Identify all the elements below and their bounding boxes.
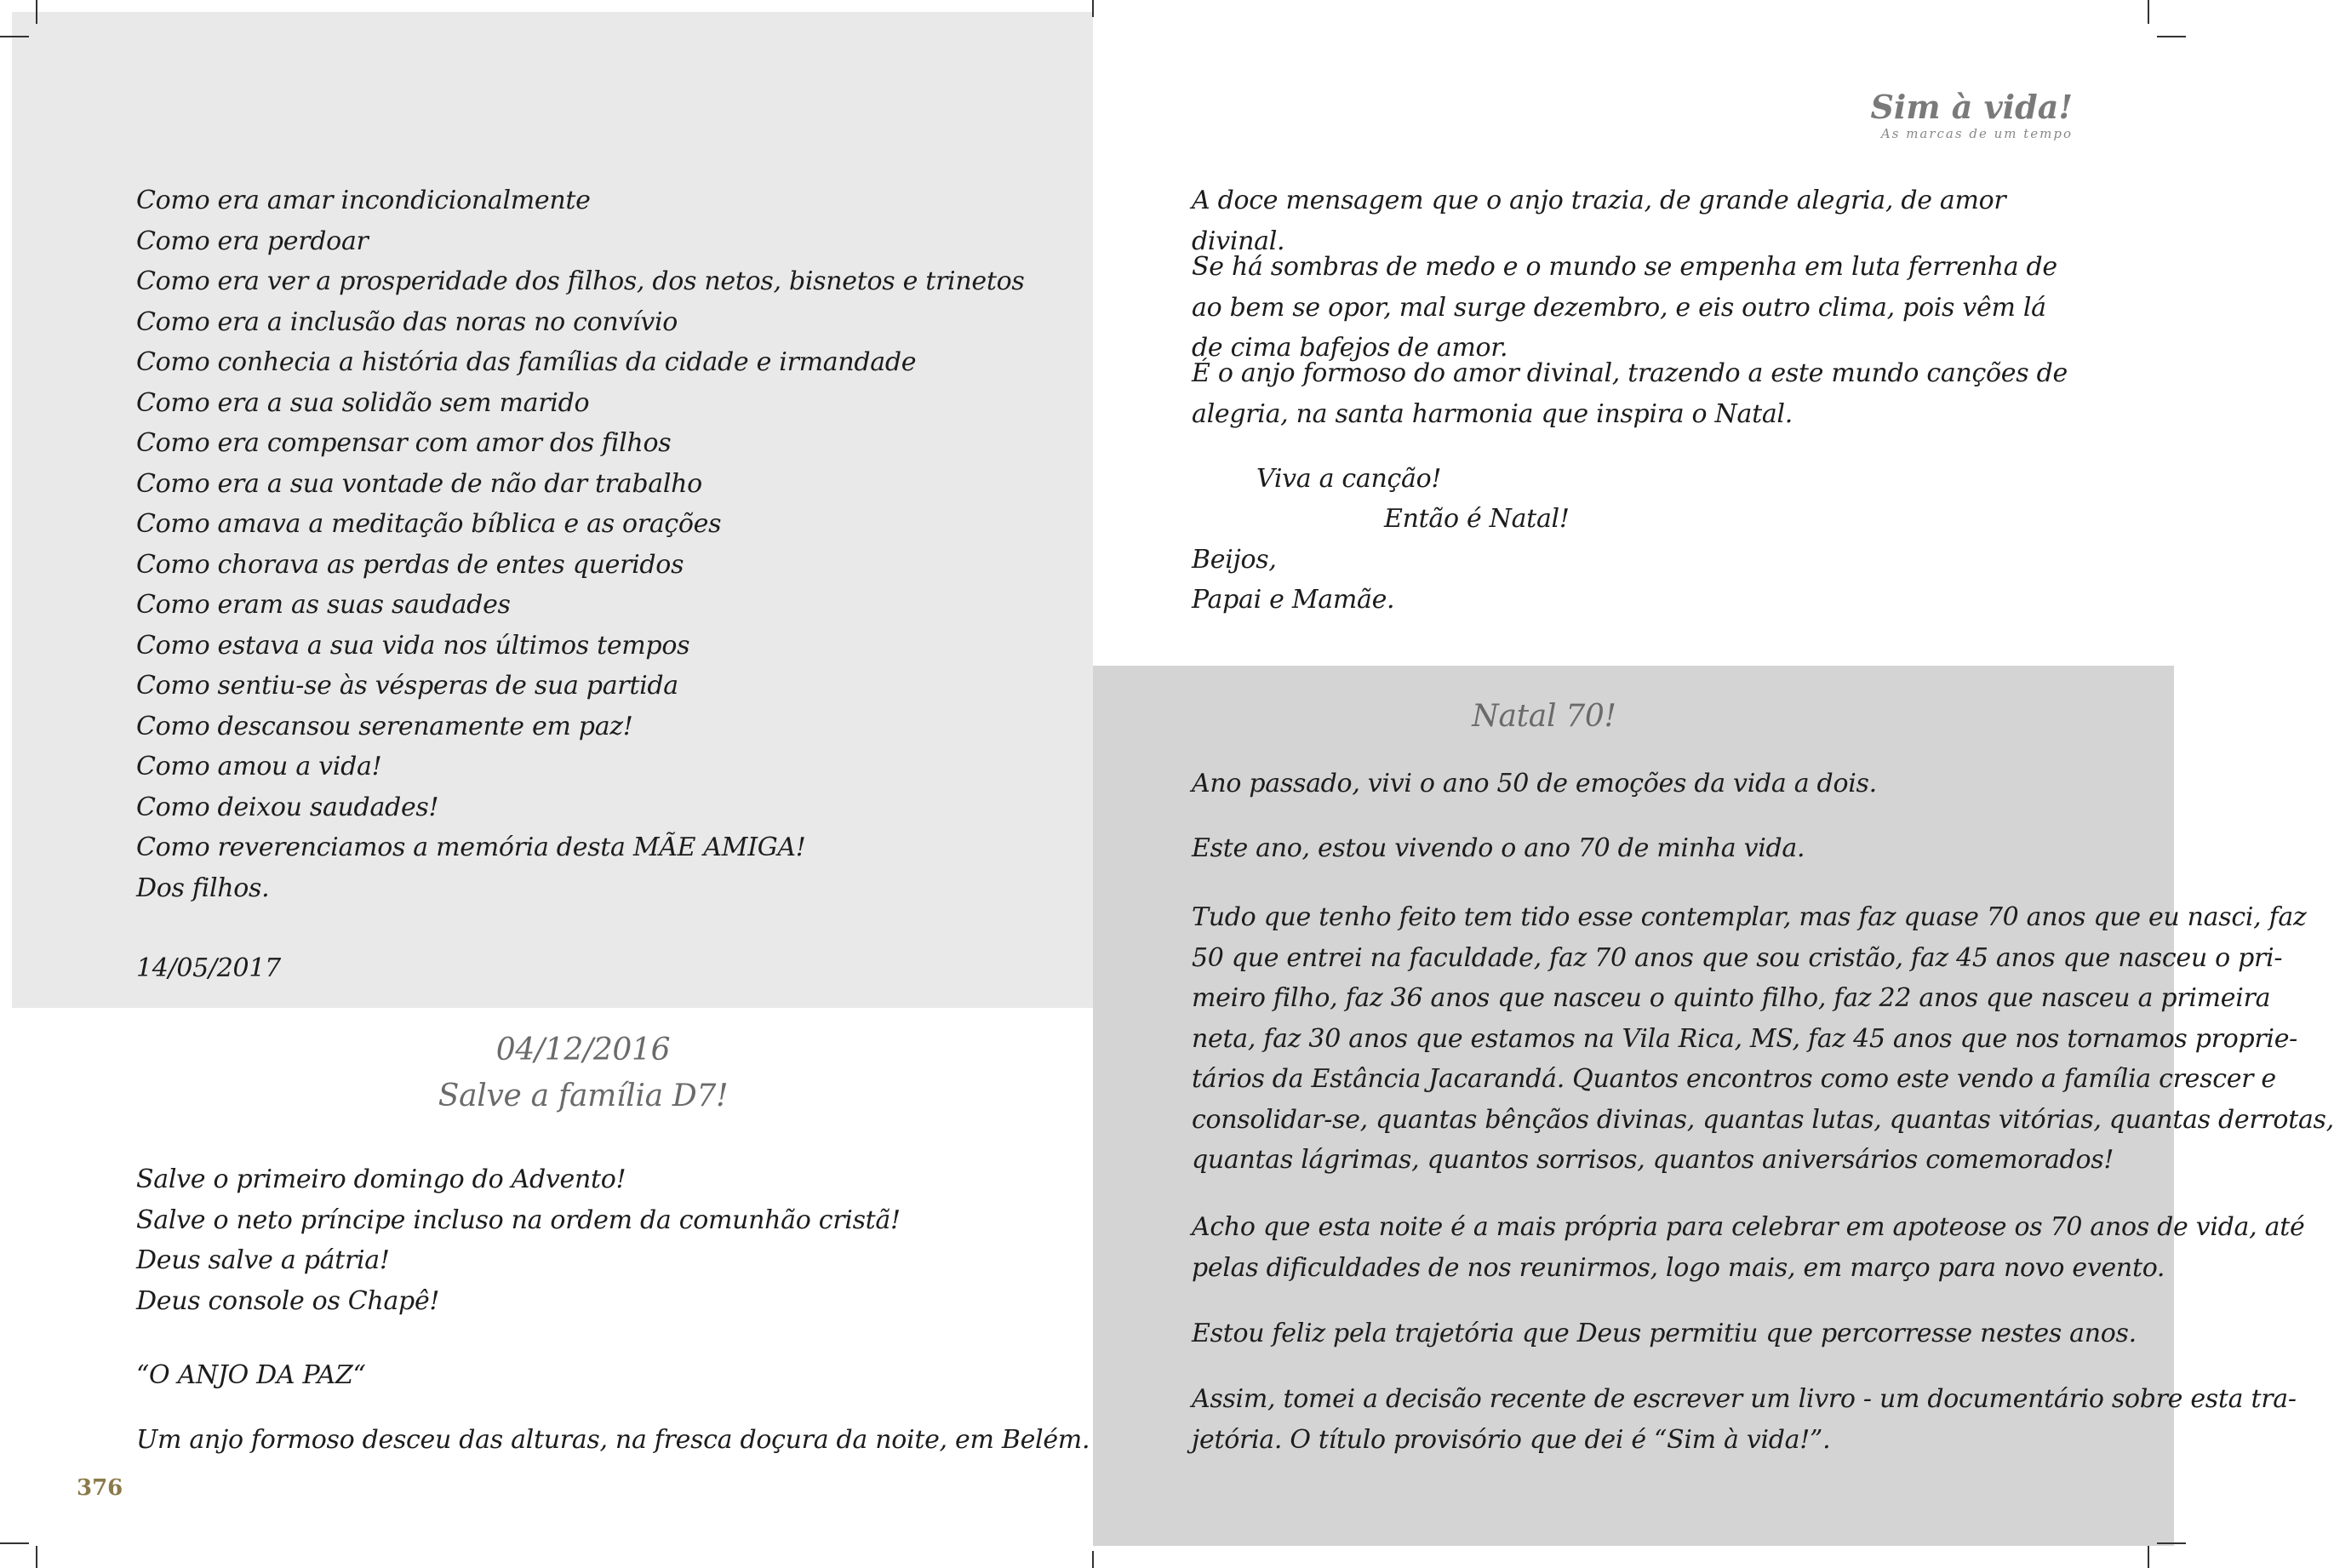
- text-line: tários da Estância Jacarandá. Quantos encontros como este vendo a família crescer e: [1192, 1064, 2276, 1094]
- crop-mark: [2148, 0, 2149, 24]
- list-item: Como deixou saudades!: [136, 792, 439, 822]
- paragraph-lines: [1192, 1207, 2304, 1288]
- list-item: Salve o primeiro domingo do Advento!: [136, 1165, 626, 1194]
- crop-mark: [1092, 1551, 1094, 1568]
- text-line: quantas lágrimas, quantos sorrisos, quantos aniversários comemorados!: [1192, 1145, 2114, 1175]
- page-number: 376: [77, 1475, 123, 1501]
- list-item: Salve o neto príncipe incluso na ordem da comunhão cristã!: [136, 1205, 901, 1235]
- tribute-date: 14/05/2017: [136, 953, 281, 983]
- list-item: Como era a sua solidão sem marido: [136, 387, 590, 418]
- salve-list: [136, 1159, 901, 1321]
- list-item: Como era perdoar: [136, 226, 369, 256]
- list-item: Como era ver a prosperidade dos filhos, dos netos, bisnetos e trinetos: [136, 266, 1025, 296]
- text-line: Tudo que tenho feito tem tido esse contemplar, mas faz quase 70 anos que eu nasci, faz: [1192, 902, 2307, 932]
- verse-line: Então é Natal!: [1384, 504, 1570, 534]
- text-line: neta, faz 30 anos que estamos na Vila Rica, MS, faz 45 anos que nos tornamos proprie-: [1192, 1023, 2297, 1054]
- list-item: Como conhecia a história das famílias da cidade e irmandade: [136, 347, 917, 377]
- paragraph: Este ano, estou vivendo o ano 70 de minha vida.: [1192, 833, 1805, 863]
- list-item: Como chorava as perdas de entes queridos: [136, 549, 684, 580]
- right-page: [1093, 0, 2334, 1568]
- paragraph-lines: [1192, 897, 2334, 1181]
- list-item: Como descansou serenamente em paz!: [136, 711, 633, 741]
- list-item: Como era a sua vontade de não dar trabalho: [136, 468, 702, 499]
- text-line: Acho que esta noite é a mais própria para celebrar em apoteose os 70 anos de vida, até: [1192, 1212, 2305, 1242]
- list-item: Como era a inclusão das noras no convívio: [136, 306, 678, 337]
- list-item: Como era compensar com amor dos filhos: [136, 428, 672, 458]
- list-item: Deus console os Chapê!: [136, 1285, 440, 1316]
- crop-mark: [1092, 0, 1094, 17]
- signature-line: Beijos,: [1192, 545, 1277, 575]
- text-line: pelas dificuldades de nos reunirmos, logo mais, em março para novo evento.: [1192, 1252, 2165, 1283]
- crop-mark: [36, 0, 37, 24]
- closing-line: Um anjo formoso desceu das alturas, na fresca doçura da noite, em Belém.: [136, 1425, 1090, 1455]
- running-header: [1870, 89, 2073, 141]
- text-line: 50 que entrei na faculdade, faz 70 anos que sou cristão, faz 45 anos que nasceu o pri-: [1192, 942, 2283, 973]
- left-page: [0, 0, 1093, 1568]
- list-item: Como estava a sua vida nos últimos tempos: [136, 630, 690, 661]
- list-item: Deus salve a pátria!: [136, 1245, 390, 1275]
- book-subtitle: As marcas de um tempo: [1880, 126, 2073, 141]
- list-item: Como eram as suas saudades: [136, 590, 511, 620]
- list-item: Como reverenciamos a memória desta MÃE AMIGA!: [136, 833, 806, 862]
- crop-mark: [2148, 1546, 2149, 1568]
- text-line: jetória. O título provisório que dei é “Sim à vida!”.: [1192, 1424, 1831, 1455]
- list-item: Como sentiu-se às vésperas de sua partida: [136, 671, 678, 701]
- crop-mark: [0, 1542, 29, 1544]
- crop-mark: [2157, 1542, 2186, 1544]
- list-item: Como era amar incondicionalmente: [136, 186, 591, 215]
- paragraph: Estou feliz pela trajetória que Deus permitiu que percorresse nestes anos.: [1192, 1319, 2137, 1348]
- list-item: Dos filhos.: [136, 873, 270, 903]
- section-date: 04/12/2016: [495, 1033, 671, 1067]
- paragraph: A doce mensagem que o anjo trazia, de grande alegria, de amor divinal.: [1192, 186, 2006, 256]
- paragraph: Ano passado, vivi o ano 50 de emoções da vida a dois.: [1192, 769, 1877, 798]
- section-title: Salve a família D7!: [438, 1079, 729, 1113]
- list-item: Como amou a vida!: [136, 752, 382, 781]
- paragraph: É o anjo formoso do amor divinal, trazendo a este mundo canções de alegria, na santa harmonia que inspira o Natal.: [1192, 358, 2068, 429]
- paragraph: Se há sombras de medo e o mundo se empenha em luta ferrenha de ao bem se opor, mal surge dezembro, e eis outro clima, pois vêm lá de cima bafejos de amor.: [1192, 252, 2057, 363]
- crop-mark: [36, 1546, 37, 1568]
- crop-mark: [2157, 36, 2186, 37]
- signature-line: Papai e Mamãe.: [1192, 585, 1395, 615]
- tribute-list: [136, 180, 1024, 908]
- natal-title: Natal 70!: [1472, 699, 1616, 734]
- verse-line: Viva a canção!: [1256, 464, 1442, 494]
- text-line: consolidar-se, quantas bênçãos divinas, quantas lutas, quantas vitórias, quantas derrotas,: [1192, 1104, 2334, 1135]
- text-line: meiro filho, faz 36 anos que nasceu o quinto filho, faz 22 anos que nasceu a primeira: [1192, 983, 2271, 1013]
- crop-mark: [0, 36, 29, 37]
- quote-title: “O ANJO DA PAZ“: [136, 1360, 366, 1390]
- list-item: Como amava a meditação bíblica e as orações: [136, 509, 722, 539]
- book-title: Sim à vida!: [1870, 88, 2073, 126]
- text-line: Assim, tomei a decisão recente de escrever um livro - um documentário sobre esta tra-: [1192, 1384, 2297, 1414]
- paragraph-lines: [1192, 1379, 2297, 1460]
